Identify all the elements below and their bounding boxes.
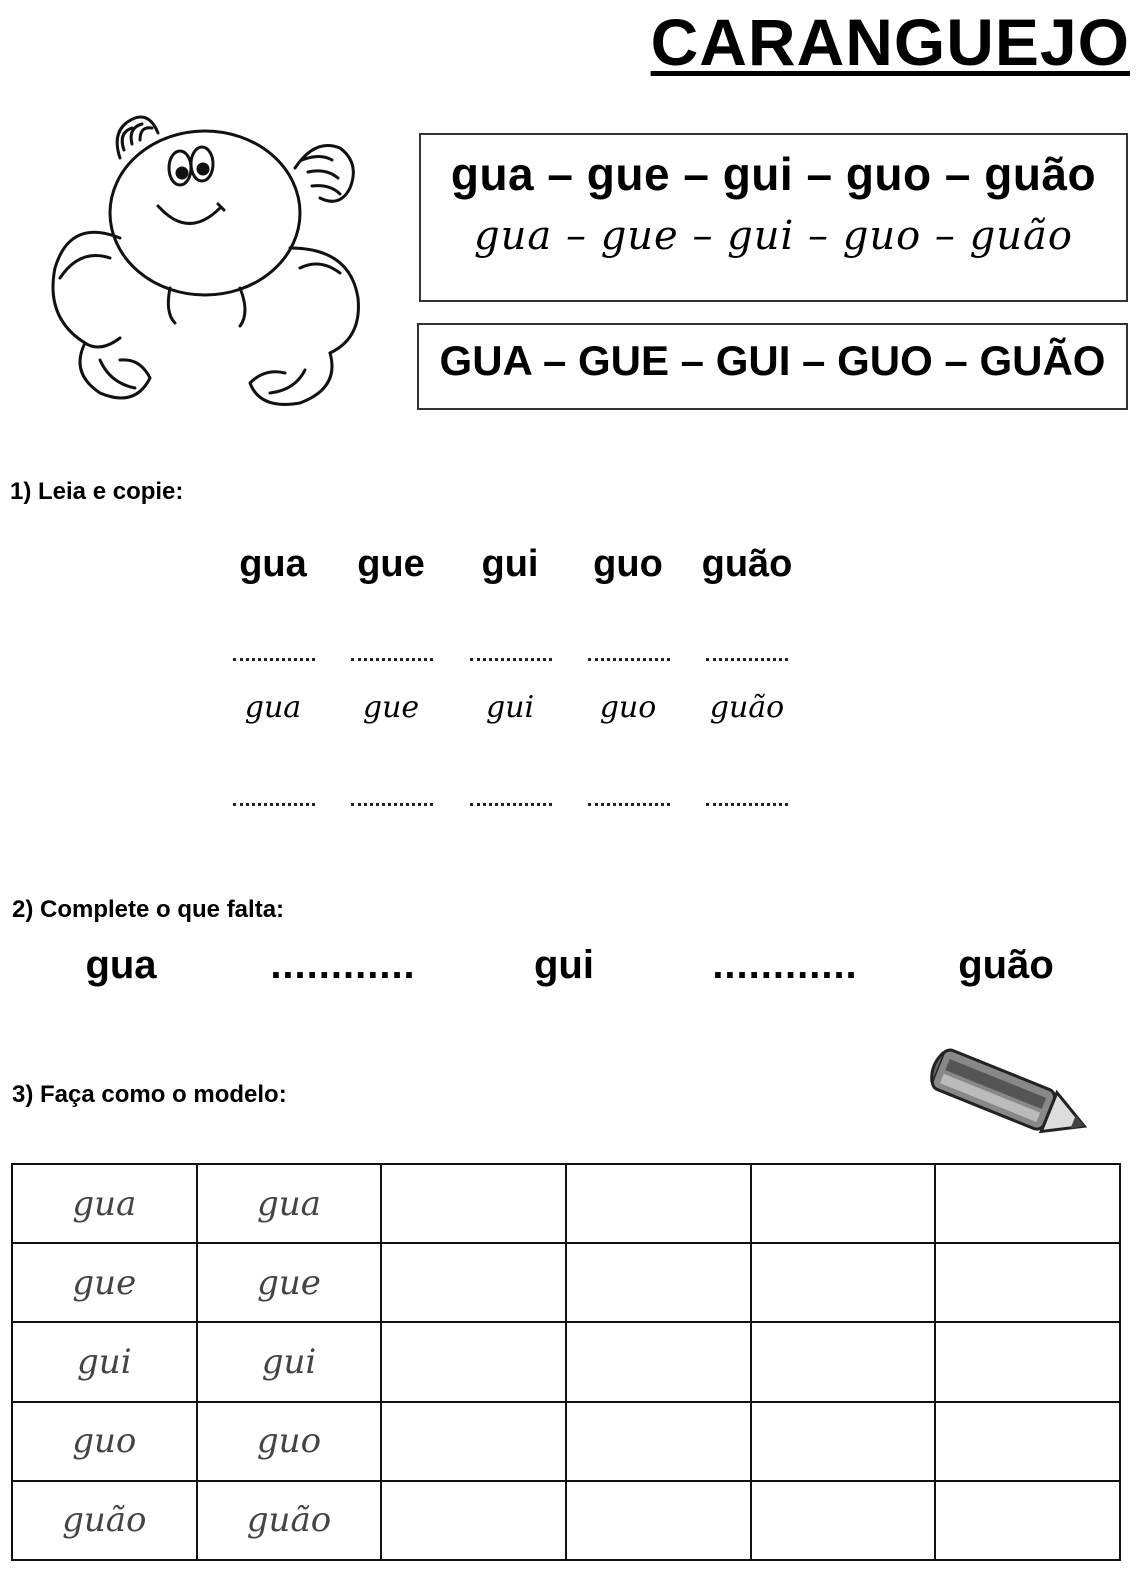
ex1-print-word: guão (701, 543, 793, 585)
ex1-cursive-word: gui (485, 690, 535, 725)
ex2-word: gua (85, 943, 157, 987)
blank-cell[interactable] (935, 1481, 1120, 1560)
model-cell: guão (12, 1481, 197, 1560)
blank-line[interactable] (233, 803, 315, 806)
blank-cell[interactable] (566, 1322, 751, 1401)
model-cell: gui (12, 1322, 197, 1401)
model-copy-cell: gua (197, 1164, 382, 1243)
syllables-cursive: gua – gue – gui – guo – guão (474, 213, 1073, 259)
model-copy-cell: guão (197, 1481, 382, 1560)
blank-cell[interactable] (751, 1481, 936, 1560)
blank-cell[interactable] (381, 1164, 566, 1243)
exercise-1-label: 1) Leia e copie: (10, 478, 184, 505)
blank-cell[interactable] (381, 1481, 566, 1560)
blank-cell[interactable] (566, 1481, 751, 1560)
syllable-box (419, 133, 1128, 302)
model-cell: gua (12, 1164, 197, 1243)
blank-cell[interactable] (751, 1164, 936, 1243)
blank-cell[interactable] (566, 1164, 751, 1243)
blank-line[interactable] (706, 803, 788, 806)
ex1-cursive-word: guão (709, 690, 785, 725)
ex1-print-word: guo (593, 543, 663, 585)
blank-cell[interactable] (935, 1243, 1120, 1322)
blank-cell[interactable] (381, 1402, 566, 1481)
page-title: CARANGUEJO (650, 5, 1130, 79)
blank-cell[interactable] (935, 1402, 1120, 1481)
ex2-blank[interactable]: ............ (270, 943, 416, 987)
ex2-word: guão (958, 943, 1054, 987)
blank-line[interactable] (470, 658, 552, 661)
blank-line[interactable] (470, 803, 552, 806)
ex1-print-word: gui (481, 543, 539, 585)
syllables-print: gua – gue – gui – guo – guão (450, 148, 1097, 200)
model-copy-cell: guo (197, 1402, 382, 1481)
blank-cell[interactable] (935, 1322, 1120, 1401)
blank-cell[interactable] (935, 1164, 1120, 1243)
table-row (12, 1402, 1120, 1481)
blank-line[interactable] (351, 658, 433, 661)
blank-line[interactable] (588, 658, 670, 661)
blank-cell[interactable] (751, 1243, 936, 1322)
blank-cell[interactable] (381, 1322, 566, 1401)
ex2-word: gui (534, 943, 594, 987)
ex1-cursive-word: guo (599, 690, 657, 725)
blank-line[interactable] (588, 803, 670, 806)
table-row (12, 1481, 1120, 1560)
ex1-cursive-word: gue (362, 690, 420, 725)
crab-illustration (40, 98, 375, 418)
ex1-cursive-word: gua (244, 690, 302, 725)
table-row (12, 1322, 1120, 1401)
blank-cell[interactable] (566, 1243, 751, 1322)
blank-line[interactable] (351, 803, 433, 806)
pencil-icon (922, 1043, 1112, 1153)
exercise-2-label: 2) Complete o que falta: (12, 896, 285, 923)
syllable-uppercase-box (417, 323, 1128, 410)
blank-cell[interactable] (751, 1402, 936, 1481)
ex1-print-word: gua (239, 543, 307, 585)
ex2-blank[interactable]: ............ (712, 943, 858, 987)
blank-cell[interactable] (381, 1243, 566, 1322)
model-copy-cell: gui (197, 1322, 382, 1401)
blank-line[interactable] (233, 658, 315, 661)
ex1-print-word: gue (357, 543, 425, 585)
table-row (12, 1243, 1120, 1322)
model-copy-cell: gue (197, 1243, 382, 1322)
exercise-3-label: 3) Faça como o modelo: (12, 1081, 287, 1108)
table-row (12, 1164, 1120, 1243)
model-cell: gue (12, 1243, 197, 1322)
blank-line[interactable] (706, 658, 788, 661)
blank-cell[interactable] (566, 1402, 751, 1481)
practice-grid (11, 1163, 1121, 1561)
model-cell: guo (12, 1402, 197, 1481)
syllables-uppercase: GUA – GUE – GUI – GUO – GUÃO (439, 337, 1106, 384)
blank-cell[interactable] (751, 1322, 936, 1401)
